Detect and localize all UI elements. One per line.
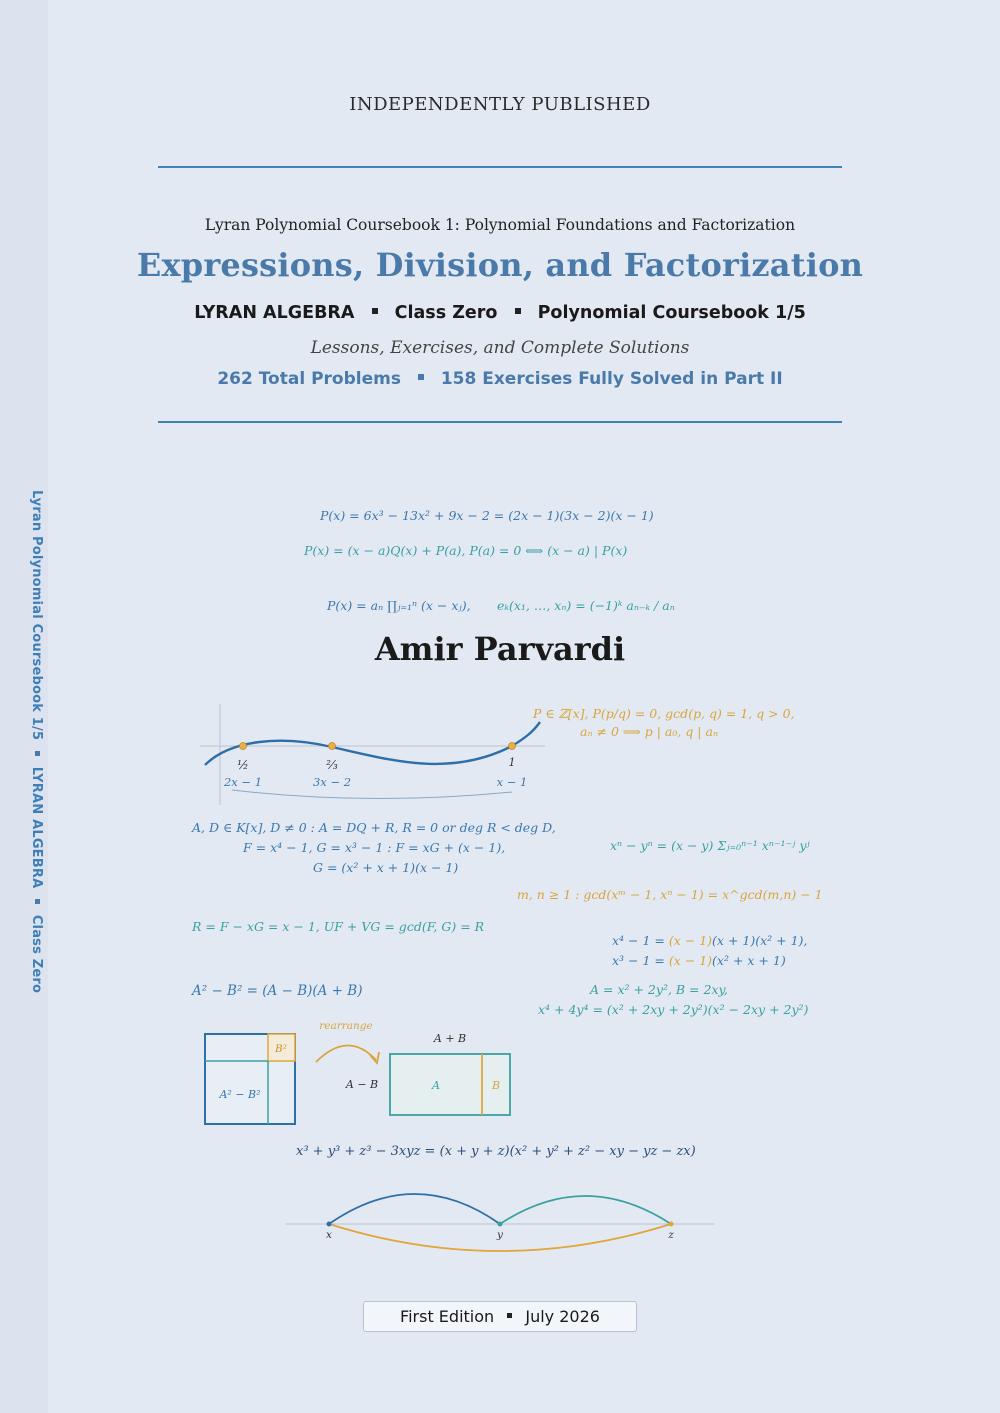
- difference-label: A² − B²: [219, 1088, 261, 1101]
- product-form-formula: P(x) = aₙ ∏ⱼ₌₁ⁿ (x − xⱼ),: [327, 598, 471, 613]
- division-formula-2: F = x⁴ − 1, G = x³ − 1 : F = xG + (x − 1),: [243, 840, 506, 855]
- cubes-identity-formula: x³ + y³ + z³ − 3xyz = (x + y + z)(x² + y² + z² − xy − yz − zx): [296, 1144, 696, 1159]
- sophie-germain-formula-2: x⁴ + 4y⁴ = (x² + 2xy + 2y²)(x² − 2xy + 2y²): [538, 1002, 809, 1017]
- division-formula-1: A, D ∈ K[x], D ≠ 0 : A = DQ + R, R = 0 or deg R < deg D,: [192, 820, 556, 835]
- common-factor: (x − 1): [668, 933, 713, 948]
- factor-example-formula: P(x) = 6x³ − 13x² + 9x − 2 = (2x − 1)(3x − 2)(x − 1): [320, 508, 654, 523]
- total-problems: 262 Total Problems: [217, 369, 401, 389]
- arc-xy: [329, 1194, 500, 1224]
- edition-label: First Edition: [400, 1307, 495, 1326]
- difference-of-squares-diagram: [205, 1020, 510, 1124]
- node-z: [669, 1222, 674, 1227]
- node-label-z: z: [668, 1229, 674, 1241]
- author-name: Amir Parvardi: [374, 630, 626, 668]
- root-label: ½: [237, 758, 249, 772]
- root-label: ⅔: [326, 758, 338, 772]
- polynomial-graph: [200, 704, 545, 805]
- publisher: INDEPENDENTLY PUBLISHED: [349, 94, 651, 115]
- rational-root-formula-2: aₙ ≠ 0 ⟹ p | a₀, q | aₙ: [580, 724, 719, 739]
- solved-exercises: 158 Exercises Fully Solved in Part II: [440, 369, 783, 389]
- factor-x3-lhs: x³ − 1 =: [612, 953, 669, 968]
- node-x: [327, 1222, 332, 1227]
- power-difference-formula: xⁿ − yⁿ = (x − y) Σⱼ₌₀ⁿ⁻¹ xⁿ⁻¹⁻ʲ yʲ: [610, 838, 810, 853]
- difference-of-squares-formula: A² − B² = (A − B)(A + B): [192, 983, 363, 999]
- division-formula-3: G = (x² + x + 1)(x − 1): [313, 860, 459, 875]
- subtitle-volume: Polynomial Coursebook 1/5: [537, 303, 806, 323]
- b-label: B: [491, 1079, 501, 1092]
- rearrange-label: rearrange: [319, 1020, 373, 1032]
- series-line: Lyran Polynomial Coursebook 1: Polynomial Foundations and Factorization: [204, 216, 796, 234]
- node-label-y: y: [497, 1229, 503, 1241]
- factor-bracket: [232, 790, 512, 799]
- b-squared-label: B²: [275, 1043, 287, 1055]
- gcd-powers-formula: m, n ≥ 1 : gcd(xᵐ − 1, xⁿ − 1) = x^gcd(m,n) − 1: [517, 887, 823, 902]
- main-title: Expressions, Division, and Factorization: [136, 246, 864, 284]
- tagline: Lessons, Exercises, and Complete Solutions: [310, 338, 690, 358]
- root-label: 1: [508, 756, 516, 769]
- factor-label: 3x − 2: [312, 775, 352, 789]
- sophie-germain-formula-1: A = x² + 2y², B = 2xy,: [590, 982, 728, 997]
- vieta-formula: eₖ(x₁, …, xₙ) = (−1)ᵏ aₙ₋ₖ / aₙ: [497, 598, 675, 613]
- spine-class: Class Zero: [29, 914, 44, 994]
- rearrange-arrow: [316, 1045, 376, 1062]
- node-label-x: x: [326, 1229, 332, 1241]
- factor-x4-rest: (x + 1)(x² + 1),: [712, 933, 808, 948]
- edition-box: [363, 1301, 637, 1332]
- arc-yz: [500, 1196, 671, 1224]
- separator: [507, 1313, 512, 1318]
- polynomial-curve: [205, 722, 540, 765]
- a-minus-b-label: A − B: [345, 1078, 379, 1091]
- factor-label: 2x − 1: [223, 775, 263, 789]
- subtitle-class: Class Zero: [394, 303, 498, 323]
- root-point: [240, 743, 247, 750]
- bezout-formula: R = F − xG = x − 1, UF + VG = gcd(F, G) = R: [192, 919, 485, 934]
- a-plus-b-label: A + B: [433, 1032, 467, 1045]
- spine-series: Lyran Polynomial Coursebook 1/5: [29, 490, 44, 741]
- remainder-theorem-formula: P(x) = (x − a)Q(x) + P(a), P(a) = 0 ⟺ (x − a) | P(x): [304, 543, 628, 558]
- root-point: [329, 743, 336, 750]
- node-y: [498, 1222, 503, 1227]
- factor-x4-lhs: x⁴ − 1 =: [612, 933, 669, 948]
- factor-label: x − 1: [496, 775, 528, 789]
- edition-date: July 2026: [525, 1307, 600, 1326]
- rational-root-formula-1: P ∈ ℤ[x], P(p/q) = 0, gcd(p, q) = 1, q > 0,: [533, 706, 795, 721]
- factor-x3-rest: (x² + x + 1): [712, 953, 786, 968]
- spine-brand: LYRAN ALGEBRA: [29, 766, 44, 889]
- cyclic-arcs-diagram: [285, 1194, 715, 1251]
- common-factor: (x − 1): [668, 953, 713, 968]
- a-label: A: [432, 1079, 440, 1092]
- root-point: [509, 743, 516, 750]
- subtitle-brand: LYRAN ALGEBRA: [194, 303, 355, 323]
